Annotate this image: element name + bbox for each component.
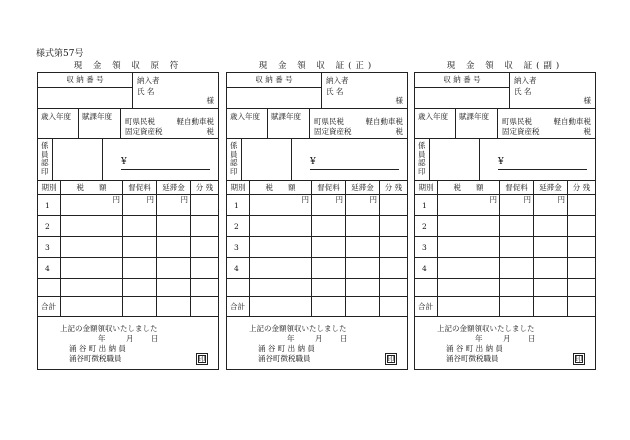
col-delinquency-header: 延滞金 — [156, 181, 190, 194]
cell-tax-amount[interactable] — [60, 195, 122, 215]
column-header-row — [227, 181, 407, 195]
col-installment-header: 分 残 — [567, 181, 595, 194]
cell-period — [415, 237, 437, 257]
cell-installment[interactable] — [567, 297, 595, 316]
col-surcharge-header: 督促料 — [311, 181, 345, 194]
tax-type-cell — [120, 109, 218, 138]
cell-tax-amount[interactable] — [437, 216, 499, 236]
tax-year-cell[interactable] — [78, 109, 120, 138]
cell-surcharge[interactable] — [122, 237, 156, 257]
cell-tax-amount[interactable] — [249, 279, 311, 296]
period-number: 4 — [45, 264, 50, 273]
honorific: 様 — [206, 96, 214, 105]
installment-row — [227, 237, 407, 258]
year-row — [415, 109, 595, 139]
cell-delinquency[interactable] — [156, 195, 190, 215]
cell-installment[interactable] — [567, 279, 595, 296]
receipt-footer — [38, 317, 218, 369]
cell-delinquency[interactable] — [345, 237, 379, 257]
receipt-statement: 上記の金額領収いたしました — [60, 324, 158, 333]
tax-vehicle: 軽自動車税 — [176, 117, 214, 126]
seal-row — [227, 139, 407, 181]
col-tax-header: 税 額 — [437, 181, 499, 194]
receipt-number-label: 収 納 番 号 — [255, 75, 293, 84]
cell-delinquency[interactable] — [533, 237, 567, 257]
yen-unit: 円 — [301, 195, 309, 204]
officer-seal-label-cell — [227, 139, 241, 180]
cell-tax-amount[interactable] — [249, 297, 311, 316]
seal-row — [415, 139, 595, 181]
cashier-label: 涌 谷 町 出 納 員 — [69, 344, 126, 353]
cell-installment[interactable] — [379, 297, 407, 316]
payer-cell[interactable] — [509, 73, 595, 108]
yen-unit: 円 — [112, 195, 120, 204]
cell-installment[interactable] — [190, 297, 218, 316]
fiscal-year-label: 歳入年度 — [230, 112, 260, 121]
period-number: 2 — [234, 222, 239, 231]
amount-cell[interactable] — [102, 139, 218, 180]
cell-period — [38, 237, 60, 257]
cell-period — [415, 216, 437, 236]
cell-tax-amount[interactable] — [60, 216, 122, 236]
cell-tax-amount[interactable] — [437, 279, 499, 296]
cell-installment[interactable] — [567, 216, 595, 236]
fiscal-year-label: 歳入年度 — [418, 112, 448, 121]
installment-row — [38, 216, 218, 237]
cell-installment[interactable] — [190, 279, 218, 296]
cell-installment[interactable] — [379, 237, 407, 257]
slip-title: 現 金 領 収 証(正) — [258, 61, 376, 71]
payer-label: 納入者 — [514, 76, 537, 85]
cell-surcharge[interactable] — [499, 297, 533, 316]
tax-collector-label: 涌谷町徴税職員 — [446, 354, 499, 363]
cell-surcharge[interactable] — [499, 279, 533, 296]
cell-delinquency[interactable] — [533, 258, 567, 278]
receipt-number-cell — [415, 73, 509, 108]
tax-year-cell[interactable] — [267, 109, 309, 138]
tax-year-cell[interactable] — [455, 109, 497, 138]
cell-period — [38, 297, 60, 316]
cell-surcharge[interactable] — [499, 216, 533, 236]
cell-installment[interactable] — [190, 195, 218, 215]
date-year-label: 年 — [287, 334, 295, 343]
cell-tax-amount[interactable] — [249, 216, 311, 236]
cell-delinquency[interactable] — [156, 216, 190, 236]
installment-row — [415, 237, 595, 258]
total-label: 合計 — [41, 302, 56, 311]
col-delinquency-header: 延滞金 — [345, 181, 379, 194]
tax-collector-label: 涌谷町徴税職員 — [258, 354, 311, 363]
year-row — [38, 109, 218, 139]
receipt-statement: 上記の金額領収いたしました — [437, 324, 535, 333]
cell-delinquency[interactable] — [345, 297, 379, 316]
cell-period — [227, 237, 249, 257]
date-month-label: 月 — [315, 334, 323, 343]
cell-delinquency[interactable] — [156, 237, 190, 257]
cell-delinquency[interactable] — [345, 216, 379, 236]
cell-surcharge[interactable] — [122, 195, 156, 215]
tax-vehicle: 軽自動車税 — [553, 117, 591, 126]
installment-row — [227, 216, 407, 237]
payer-name-label: 氏 名 — [137, 87, 155, 96]
cell-installment[interactable] — [379, 195, 407, 215]
col-delinquency-header: 延滞金 — [533, 181, 567, 194]
payer-cell[interactable] — [321, 73, 407, 108]
officer-seal-box[interactable] — [241, 139, 291, 180]
cell-surcharge[interactable] — [311, 237, 345, 257]
column-header-row — [38, 181, 218, 195]
cell-surcharge[interactable] — [311, 279, 345, 296]
cell-installment[interactable] — [567, 237, 595, 257]
yen-unit: 円 — [180, 195, 188, 204]
seal-mark: 印 — [573, 353, 585, 365]
cell-surcharge[interactable] — [122, 216, 156, 236]
period-number: 3 — [45, 243, 50, 252]
cell-delinquency[interactable] — [156, 297, 190, 316]
yen-unit: 円 — [146, 195, 154, 204]
period-number: 3 — [422, 243, 427, 252]
installment-row — [227, 195, 407, 216]
fiscal-year-cell[interactable] — [227, 109, 267, 138]
yen-mark: ¥ — [121, 157, 127, 167]
payer-label: 納入者 — [326, 76, 349, 85]
total-label: 合計 — [230, 302, 245, 311]
cell-surcharge[interactable] — [311, 297, 345, 316]
cell-installment[interactable] — [190, 216, 218, 236]
date-year-label: 年 — [98, 334, 106, 343]
yen-mark: ¥ — [498, 157, 504, 167]
installment-row — [415, 216, 595, 237]
year-row — [227, 109, 407, 139]
cell-tax-amount[interactable] — [249, 195, 311, 215]
cell-tax-amount[interactable] — [60, 297, 122, 316]
period-number: 4 — [422, 264, 427, 273]
cell-period — [415, 258, 437, 278]
officer-seal-box[interactable] — [52, 139, 102, 180]
date-month-label: 月 — [126, 334, 134, 343]
date-day-label: 日 — [340, 334, 348, 343]
blank-row — [38, 279, 218, 297]
cell-period — [415, 195, 437, 215]
installment-row — [415, 195, 595, 216]
officer-seal-label: 係員認印 — [230, 141, 238, 176]
cell-surcharge[interactable] — [499, 195, 533, 215]
cell-installment[interactable] — [379, 216, 407, 236]
cell-period — [227, 216, 249, 236]
slip-title: 現 金 領 収 証(副) — [446, 61, 564, 71]
tax-type-cell — [497, 109, 595, 138]
tax-vehicle: 軽自動車税 — [365, 117, 403, 126]
yen-unit: 円 — [557, 195, 565, 204]
cell-installment[interactable] — [379, 279, 407, 296]
date-year-label: 年 — [475, 334, 483, 343]
col-period-header: 期別 — [230, 183, 246, 192]
receipt-footer — [227, 317, 407, 369]
cell-installment[interactable] — [190, 237, 218, 257]
cell-period — [227, 297, 249, 316]
receipt-statement: 上記の金額領収いたしました — [249, 324, 347, 333]
fiscal-year-label: 歳入年度 — [41, 112, 71, 121]
cell-period — [227, 279, 249, 296]
cell-tax-amount[interactable] — [249, 258, 311, 278]
col-surcharge-header: 督促料 — [122, 181, 156, 194]
honorific: 様 — [395, 96, 403, 105]
header-row — [415, 73, 595, 109]
installment-row — [227, 258, 407, 279]
receipt-slip — [226, 61, 408, 370]
col-period-header: 期別 — [418, 183, 434, 192]
period-number: 1 — [422, 201, 427, 210]
date-day-label: 日 — [151, 334, 159, 343]
cell-delinquency[interactable] — [156, 258, 190, 278]
cell-tax-amount[interactable] — [249, 237, 311, 257]
header-row — [38, 73, 218, 109]
cell-period — [38, 216, 60, 236]
cell-delinquency[interactable] — [533, 195, 567, 215]
amount-underline — [121, 169, 210, 170]
officer-seal-label: 係員認印 — [41, 141, 49, 176]
cell-period — [38, 195, 60, 215]
yen-mark: ¥ — [310, 157, 316, 167]
cell-tax-amount[interactable] — [60, 258, 122, 278]
total-row — [38, 297, 218, 317]
fiscal-year-cell[interactable] — [38, 109, 78, 138]
col-tax-header: 税 額 — [249, 181, 311, 194]
slip-title: 現 金 領 収 原 符 — [73, 61, 183, 71]
receipt-slip — [414, 61, 596, 370]
period-number: 4 — [234, 264, 239, 273]
receipt-footer — [415, 317, 595, 369]
date-month-label: 月 — [503, 334, 511, 343]
cell-surcharge[interactable] — [122, 258, 156, 278]
tax-suffix: 税 — [395, 127, 403, 136]
col-period-header: 期別 — [41, 183, 57, 192]
header-row — [227, 73, 407, 109]
receipt-number-cell — [227, 73, 321, 108]
cell-period — [415, 297, 437, 316]
tax-year-label: 賦課年度 — [82, 112, 112, 121]
blank-row — [415, 279, 595, 297]
receipt-number-label: 収 納 番 号 — [66, 75, 104, 84]
tax-prefectural: 町県民税 — [314, 117, 344, 126]
tax-prefectural: 町県民税 — [502, 117, 532, 126]
installment-row — [415, 258, 595, 279]
cell-surcharge[interactable] — [122, 297, 156, 316]
total-row — [227, 297, 407, 317]
period-number: 1 — [45, 201, 50, 210]
total-row — [415, 297, 595, 317]
cell-period — [38, 279, 60, 296]
honorific: 様 — [583, 96, 591, 105]
tax-year-label: 賦課年度 — [459, 112, 489, 121]
installment-row — [38, 237, 218, 258]
cell-delinquency[interactable] — [156, 279, 190, 296]
cell-period — [227, 258, 249, 278]
cell-delinquency[interactable] — [345, 258, 379, 278]
officer-seal-label: 係員認印 — [418, 141, 426, 176]
col-installment-header: 分 残 — [379, 181, 407, 194]
fiscal-year-cell[interactable] — [415, 109, 455, 138]
cell-tax-amount[interactable] — [60, 279, 122, 296]
amount-underline — [310, 169, 399, 170]
cell-delinquency[interactable] — [533, 279, 567, 296]
yen-unit: 円 — [335, 195, 343, 204]
cell-installment[interactable] — [567, 258, 595, 278]
officer-seal-label-cell — [415, 139, 429, 180]
blank-row — [227, 279, 407, 297]
cell-period — [415, 279, 437, 296]
payer-name-label: 氏 名 — [326, 87, 344, 96]
cell-surcharge[interactable] — [311, 195, 345, 215]
period-number: 1 — [234, 201, 239, 210]
cell-surcharge[interactable] — [499, 237, 533, 257]
amount-underline — [498, 169, 587, 170]
tax-suffix: 税 — [206, 127, 214, 136]
tax-property: 固定資産税 — [314, 127, 352, 136]
date-day-label: 日 — [528, 334, 536, 343]
cell-tax-amount[interactable] — [437, 195, 499, 215]
form-number: 様式第57号 — [36, 49, 84, 59]
tax-property: 固定資産税 — [502, 127, 540, 136]
cell-surcharge[interactable] — [499, 258, 533, 278]
cell-period — [227, 195, 249, 215]
cell-period — [38, 258, 60, 278]
cashier-label: 涌 谷 町 出 納 員 — [446, 344, 503, 353]
cell-surcharge[interactable] — [311, 258, 345, 278]
cell-delinquency[interactable] — [533, 297, 567, 316]
tax-type-cell — [309, 109, 407, 138]
receipt-number-label: 収 納 番 号 — [443, 75, 481, 84]
tax-suffix: 税 — [583, 127, 591, 136]
tax-collector-label: 涌谷町徴税職員 — [69, 354, 122, 363]
total-label: 合計 — [418, 302, 433, 311]
seal-mark: 印 — [196, 353, 208, 365]
col-surcharge-header: 督促料 — [499, 181, 533, 194]
period-number: 3 — [234, 243, 239, 252]
tax-prefectural: 町県民税 — [125, 117, 155, 126]
cell-tax-amount[interactable] — [437, 237, 499, 257]
cell-delinquency[interactable] — [533, 216, 567, 236]
col-tax-header: 税 額 — [60, 181, 122, 194]
cell-installment[interactable] — [190, 258, 218, 278]
cell-surcharge[interactable] — [311, 216, 345, 236]
seal-mark: 印 — [385, 353, 397, 365]
payer-name-label: 氏 名 — [514, 87, 532, 96]
cell-tax-amount[interactable] — [437, 297, 499, 316]
cell-surcharge[interactable] — [122, 279, 156, 296]
payer-label: 納入者 — [137, 76, 160, 85]
tax-year-label: 賦課年度 — [271, 112, 301, 121]
col-installment-header: 分 残 — [190, 181, 218, 194]
cell-delinquency[interactable] — [345, 279, 379, 296]
cell-installment[interactable] — [567, 195, 595, 215]
payer-cell[interactable] — [132, 73, 218, 108]
officer-seal-box[interactable] — [429, 139, 479, 180]
installment-row — [38, 195, 218, 216]
installment-row — [38, 258, 218, 279]
officer-seal-label-cell — [38, 139, 52, 180]
cell-tax-amount[interactable] — [437, 258, 499, 278]
column-header-row — [415, 181, 595, 195]
cell-installment[interactable] — [379, 258, 407, 278]
seal-row — [38, 139, 218, 181]
amount-cell[interactable] — [479, 139, 595, 180]
yen-unit: 円 — [369, 195, 377, 204]
receipt-slip — [37, 61, 219, 370]
receipt-number-cell — [38, 73, 132, 108]
cashier-label: 涌 谷 町 出 納 員 — [258, 344, 315, 353]
period-number: 2 — [422, 222, 427, 231]
amount-cell[interactable] — [291, 139, 407, 180]
yen-unit: 円 — [523, 195, 531, 204]
yen-unit: 円 — [489, 195, 497, 204]
cell-delinquency[interactable] — [345, 195, 379, 215]
tax-property: 固定資産税 — [125, 127, 163, 136]
period-number: 2 — [45, 222, 50, 231]
cell-tax-amount[interactable] — [60, 237, 122, 257]
